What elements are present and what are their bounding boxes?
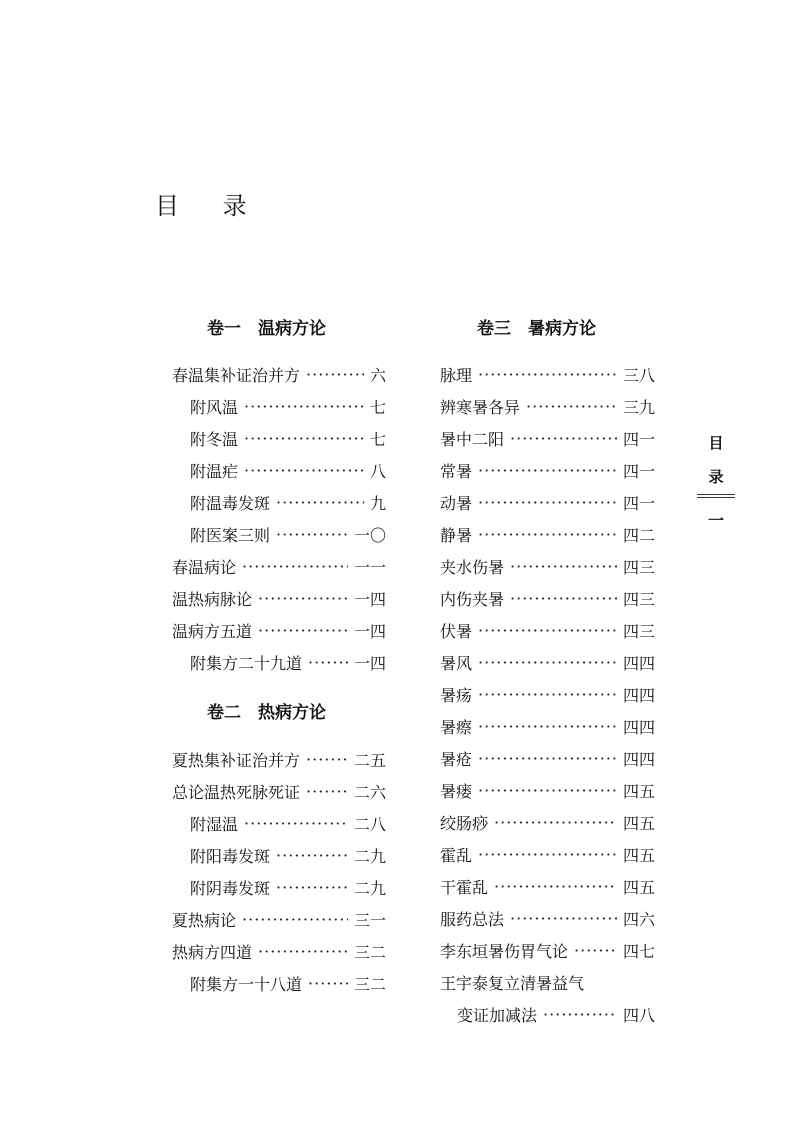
toc-entry [190, 459, 386, 481]
toc-entry-leader-dots [478, 653, 617, 672]
toc-entry-page: 六 [369, 365, 386, 385]
toc-entry [440, 971, 655, 993]
toc-entry [172, 908, 386, 930]
toc-entry-label: 附风温 [190, 397, 239, 417]
toc-entry-page: 四五 [622, 813, 655, 833]
toc-entry-page: 四三 [622, 589, 655, 609]
toc-entry-page: 四四 [622, 717, 655, 737]
toc-entry-leader-dots [258, 589, 348, 608]
toc-entry [172, 940, 386, 962]
toc-entry-leader-dots [244, 814, 348, 833]
toc-entry-page: 一四 [353, 621, 386, 641]
toc-entry-page: 七 [369, 429, 386, 449]
toc-entry-label: 静暑 [440, 525, 473, 545]
toc-entry-label: 霍乱 [440, 845, 473, 865]
toc-entry-leader-dots [244, 461, 364, 480]
toc-entry-label: 李东垣暑伤胃气论 [440, 941, 569, 961]
toc-entry [190, 395, 386, 417]
toc-entry-leader-dots [478, 845, 617, 864]
toc-entry-label: 辨寒暑各异 [440, 397, 521, 417]
toc-entry [172, 587, 386, 609]
toc-entry-leader-dots [276, 493, 364, 512]
toc-entry-leader-dots [306, 750, 348, 769]
toc-entry [440, 491, 655, 513]
toc-entry-page: 四二 [622, 525, 655, 545]
toc-entry-page: 四四 [622, 749, 655, 769]
page-title: 目 录 [155, 192, 265, 220]
toc-entry-page: 三八 [622, 365, 655, 385]
toc-entry-leader-dots [276, 846, 348, 865]
toc-entry-leader-dots [494, 813, 617, 832]
toc-entry-leader-dots [526, 397, 617, 416]
toc-entry-page: 四四 [622, 685, 655, 705]
toc-entry-page: 一四 [353, 653, 386, 673]
section-heading-juan3: 卷三 暑病方论 [477, 319, 596, 339]
toc-entry [440, 427, 655, 449]
toc-entry [440, 363, 655, 385]
toc-entry-leader-dots [574, 941, 617, 960]
toc-entry-label: 伏暑 [440, 621, 473, 641]
toc-entry [172, 555, 386, 577]
toc-entry-label: 夏热病论 [172, 910, 237, 930]
toc-entry [440, 395, 655, 417]
toc-entry-page: 一〇 [353, 525, 386, 545]
toc-entry-label: 暑疡 [440, 685, 473, 705]
toc-entry [440, 555, 655, 577]
toc-entry-page: 二九 [353, 878, 386, 898]
toc-entry [190, 427, 386, 449]
toc-entry [440, 715, 655, 737]
toc-entry-page: 九 [369, 493, 386, 513]
toc-entry-page: 七 [369, 397, 386, 417]
toc-entry-label: 脉理 [440, 365, 473, 385]
toc-entry-label: 附阴毒发斑 [190, 878, 271, 898]
toc-entry-leader-dots [478, 493, 617, 512]
toc-entry-page: 三一 [353, 910, 386, 930]
toc-entry-label: 暑疮 [440, 749, 473, 769]
side-tab-page-number: 一 [707, 511, 724, 530]
toc-entry [440, 843, 655, 865]
toc-entry-label: 附医案三则 [190, 525, 271, 545]
toc-entry [172, 780, 386, 802]
toc-entry-label: 王宇泰复立清暑益气 [440, 973, 585, 993]
toc-entry-page: 二九 [353, 846, 386, 866]
toc-entry-page: 四三 [622, 557, 655, 577]
toc-entry-leader-dots [276, 878, 348, 897]
toc-entry-label: 附冬温 [190, 429, 239, 449]
toc-entry-leader-dots [244, 429, 364, 448]
toc-entry [440, 587, 655, 609]
toc-entry-leader-dots [478, 781, 617, 800]
toc-entry [440, 907, 655, 929]
toc-entry [172, 363, 386, 385]
toc-entry-page: 二五 [353, 750, 386, 770]
toc-entry-page: 四五 [622, 845, 655, 865]
toc-entry-page: 三二 [353, 942, 386, 962]
toc-entry-page: 四八 [622, 1005, 655, 1025]
toc-entry-leader-dots [244, 397, 364, 416]
toc-entry-label: 附湿温 [190, 814, 239, 834]
toc-entry-label: 春温集补证治并方 [172, 365, 301, 385]
toc-entry-leader-dots [242, 557, 348, 576]
toc-entry [440, 459, 655, 481]
toc-entry-label: 附阳毒发斑 [190, 846, 271, 866]
toc-entry-label: 暑瘘 [440, 781, 473, 801]
toc-entry-page: 三二 [353, 974, 386, 994]
toc-entry [172, 619, 386, 641]
toc-entry-leader-dots [510, 429, 617, 448]
section-heading-juan2: 卷二 热病方论 [207, 703, 326, 723]
toc-entry-leader-dots [308, 974, 348, 993]
toc-entry-leader-dots [478, 749, 617, 768]
toc-entry-page: 二六 [353, 782, 386, 802]
toc-entry [190, 876, 386, 898]
toc-entry [440, 875, 655, 897]
toc-entry [457, 1003, 655, 1025]
toc-entry-page: 四六 [622, 909, 655, 929]
toc-entry [440, 523, 655, 545]
toc-entry-label: 温热病脉论 [172, 589, 253, 609]
toc-entry [190, 491, 386, 513]
toc-entry-page: 四一 [622, 461, 655, 481]
toc-entry-page: 四三 [622, 621, 655, 641]
toc-entry [190, 972, 386, 994]
side-tab [697, 432, 735, 531]
toc-entry [440, 619, 655, 641]
toc-entry-label: 暑瘵 [440, 717, 473, 737]
toc-entry-label: 附集方一十八道 [190, 974, 303, 994]
side-tab-rule [697, 494, 735, 498]
toc-entry-page: 八 [369, 461, 386, 481]
toc-entry-leader-dots [478, 621, 617, 640]
toc-entry-leader-dots [478, 461, 617, 480]
toc-entry-label: 附集方二十九道 [190, 653, 303, 673]
toc-entry-label: 附温疟 [190, 461, 239, 481]
toc-entry-page: 一四 [353, 589, 386, 609]
toc-entry-leader-dots [242, 910, 348, 929]
toc-entry-label: 暑风 [440, 653, 473, 673]
toc-entry-label: 内伤夹暑 [440, 589, 505, 609]
toc-entry-label: 动暑 [440, 493, 473, 513]
side-tab-char-2: 录 [708, 468, 724, 486]
toc-entry-leader-dots [494, 877, 617, 896]
toc-entry-page: 四七 [622, 941, 655, 961]
toc-entry-label: 暑中二阳 [440, 429, 505, 449]
toc-entry-leader-dots [478, 365, 617, 384]
toc-entry [440, 939, 655, 961]
toc-entry [190, 651, 386, 673]
toc-entry-page: 四一 [622, 493, 655, 513]
toc-entry [190, 844, 386, 866]
toc-entry-leader-dots [308, 653, 348, 672]
toc-entry-leader-dots [543, 1005, 617, 1024]
toc-entry-label: 温病方五道 [172, 621, 253, 641]
toc-entry-leader-dots [478, 685, 617, 704]
toc-entry-leader-dots [510, 909, 617, 928]
toc-entry-label: 夏热集补证治并方 [172, 750, 301, 770]
toc-entry-page: 三九 [622, 397, 655, 417]
toc-entry-page: 四一 [622, 429, 655, 449]
toc-entry-leader-dots [510, 589, 617, 608]
toc-entry-page: 四五 [622, 781, 655, 801]
toc-entry-label: 绞肠痧 [440, 813, 489, 833]
side-tab-char-1: 目 [708, 434, 724, 452]
toc-entry-label: 服药总法 [440, 909, 505, 929]
toc-entry [190, 812, 386, 834]
toc-entry-label: 干霍乱 [440, 877, 489, 897]
toc-entry-leader-dots [258, 621, 348, 640]
toc-entry [440, 779, 655, 801]
toc-entry-leader-dots [306, 365, 364, 384]
toc-entry-leader-dots [510, 557, 617, 576]
toc-entry [440, 747, 655, 769]
toc-entry-label: 夹水伤暑 [440, 557, 505, 577]
toc-entry-leader-dots [276, 525, 348, 544]
toc-entry-page: 四五 [622, 877, 655, 897]
toc-entry-leader-dots [478, 525, 617, 544]
toc-entry-label: 总论温热死脉死证 [172, 782, 301, 802]
toc-entry [440, 811, 655, 833]
toc-entry [190, 523, 386, 545]
toc-entry-leader-dots [258, 942, 348, 961]
toc-entry-label: 热病方四道 [172, 942, 253, 962]
toc-entry [440, 683, 655, 705]
toc-entry-leader-dots [306, 782, 348, 801]
toc-entry [172, 748, 386, 770]
toc-entry-page: 二八 [353, 814, 386, 834]
toc-entry-label: 春温病论 [172, 557, 237, 577]
section-heading-juan1: 卷一 温病方论 [207, 319, 326, 339]
toc-entry-page: 四四 [622, 653, 655, 673]
toc-entry-leader-dots [478, 717, 617, 736]
toc-entry-label: 变证加减法 [457, 1005, 538, 1025]
toc-entry [440, 651, 655, 673]
toc-entry-page: 一一 [353, 557, 386, 577]
toc-entry-label: 附温毒发斑 [190, 493, 271, 513]
toc-entry-label: 常暑 [440, 461, 473, 481]
